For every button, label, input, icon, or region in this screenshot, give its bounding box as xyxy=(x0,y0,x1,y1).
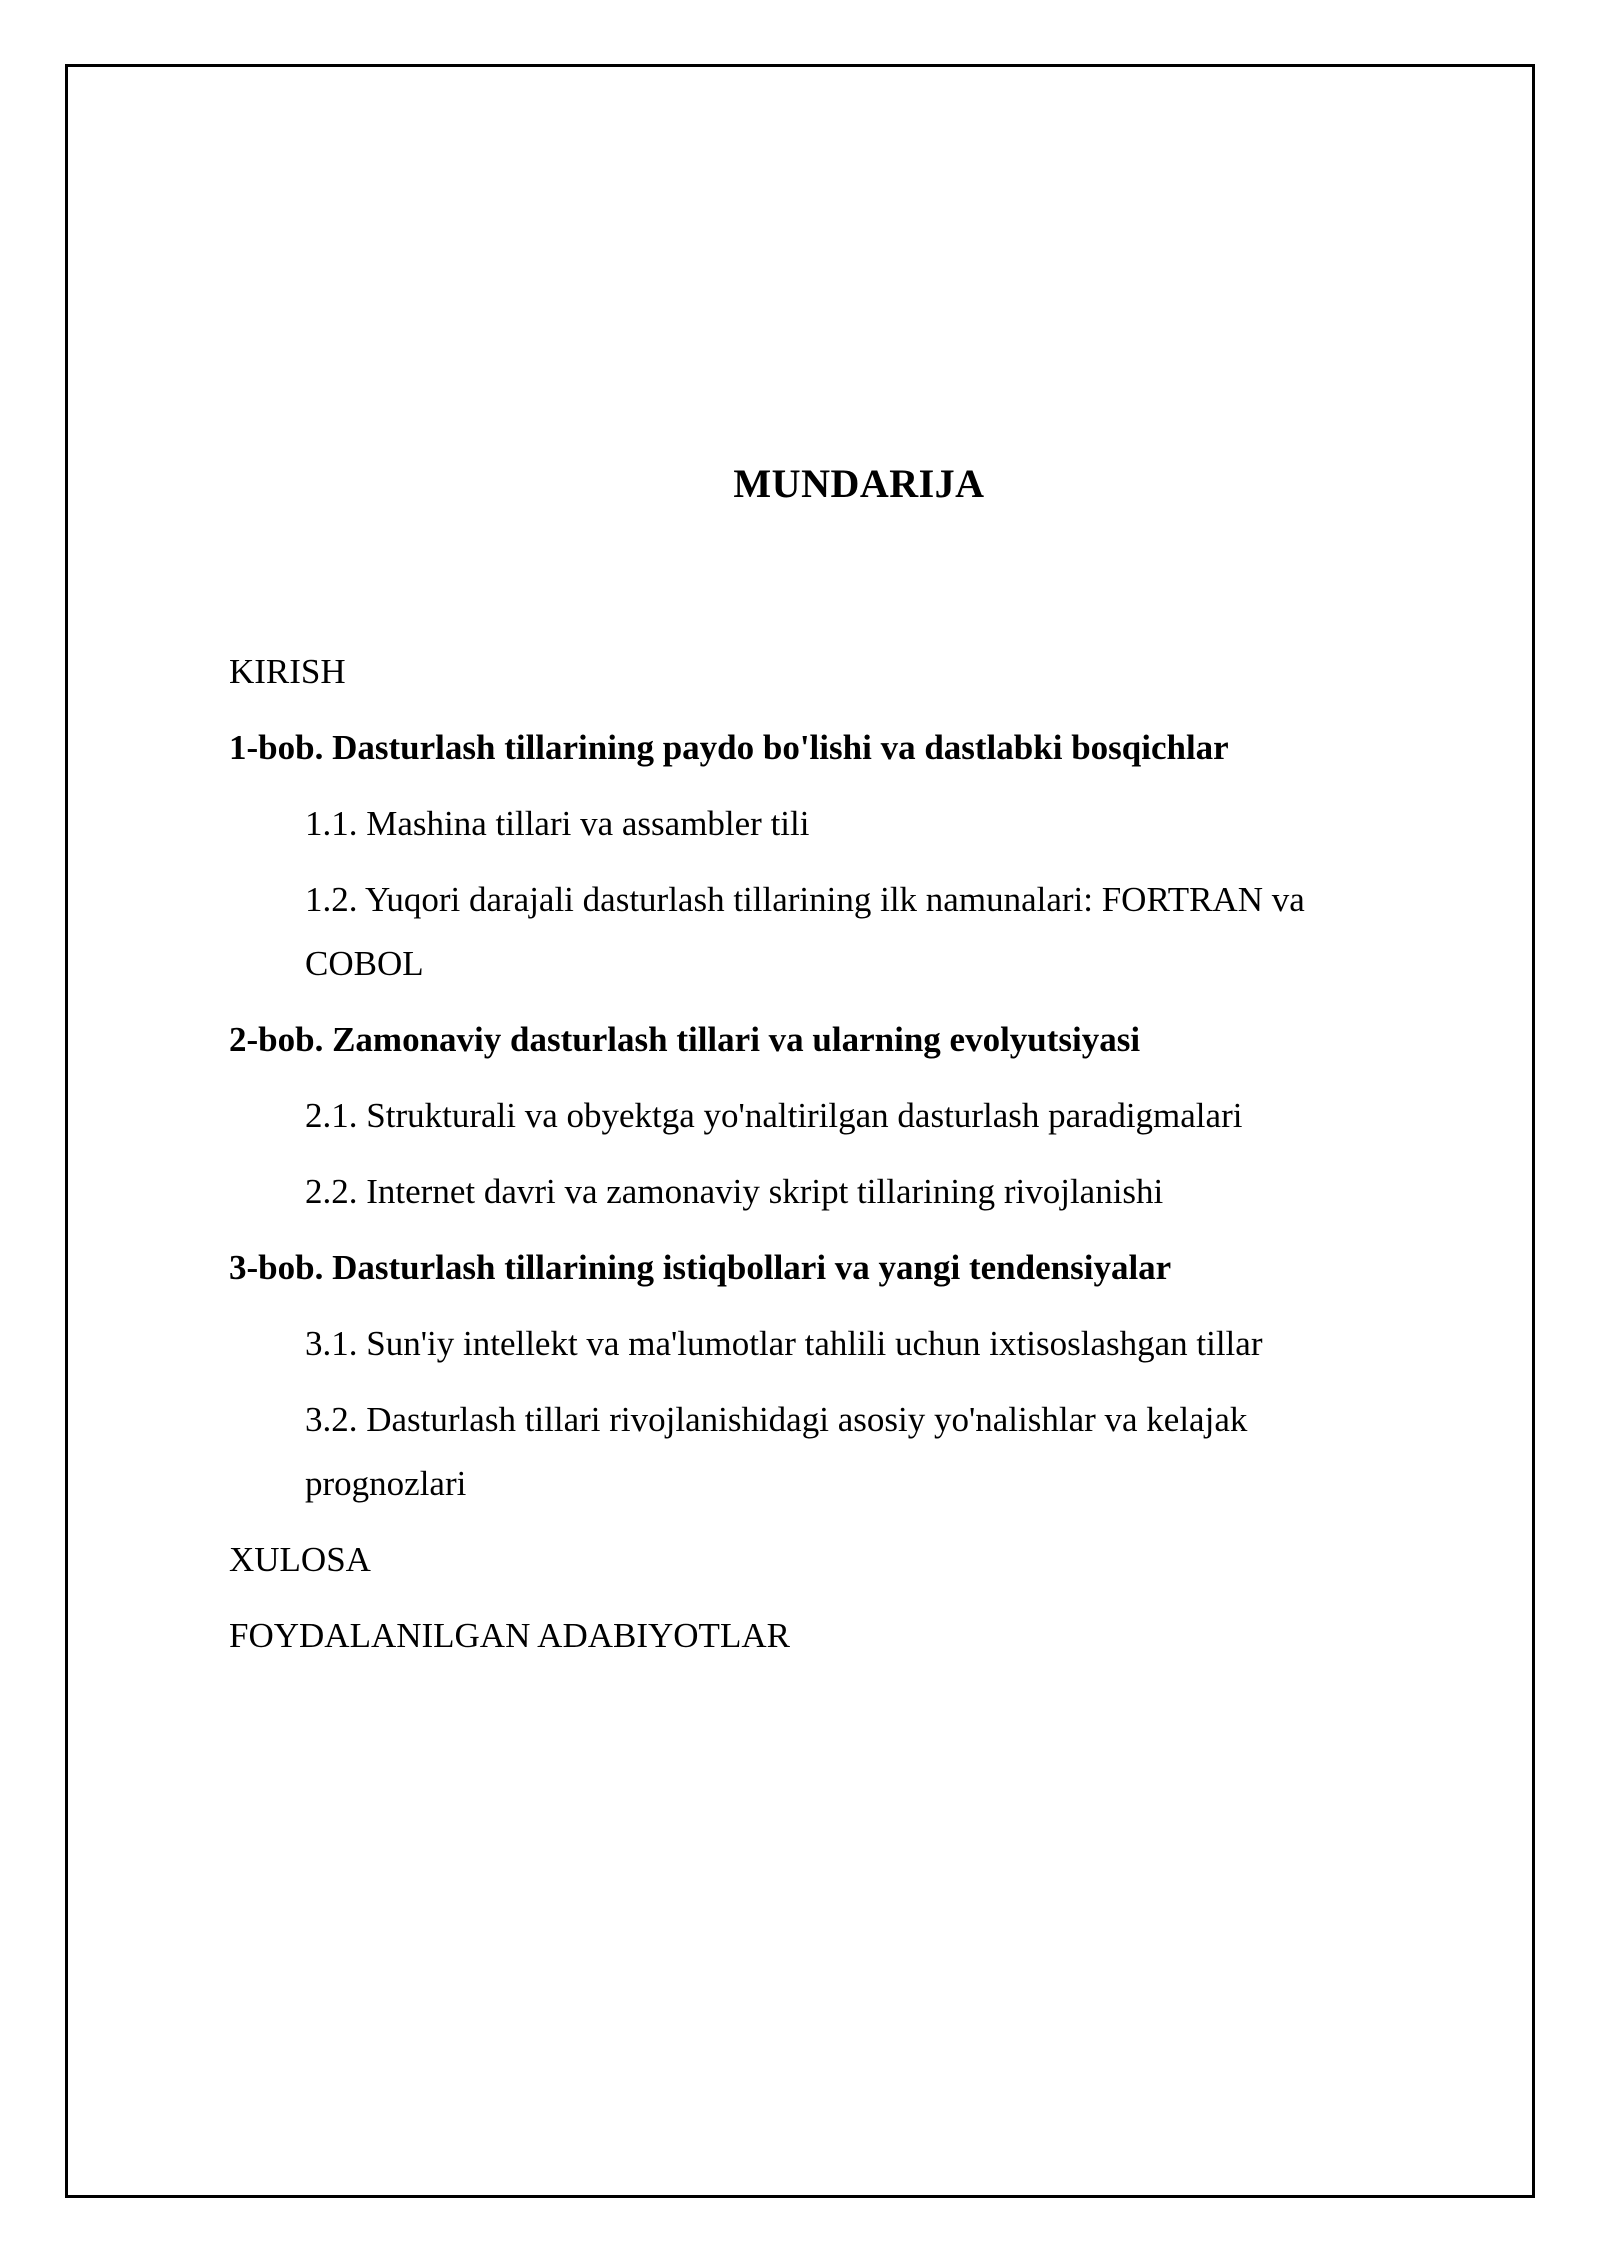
toc-chapter-2: 2-bob. Zamonaviy dasturlash tillari va ularning evolyutsiyasi xyxy=(229,1020,1141,1059)
toc-section-3-1: 3.1. Sun'iy intellekt va ma'lumotlar tahlili uchun ixtisoslashgan tillar xyxy=(305,1324,1263,1363)
toc-entry-introduction: KIRISH xyxy=(229,652,346,691)
toc-section-3-2: 3.2. Dasturlash tillari rivojlanishidagi asosiy yo'nalishlar va kelajak prognozlari xyxy=(305,1400,1248,1503)
toc-entry-references: FOYDALANILGAN ADABIYOTLAR xyxy=(229,1616,790,1655)
toc-chapter-1: 1-bob. Dasturlash tillarining paydo bo'lishi va dastlabki bosqichlar xyxy=(229,728,1229,767)
toc-chapter-3: 3-bob. Dasturlash tillarining istiqbollari va yangi tendensiyalar xyxy=(229,1248,1172,1287)
table-of-contents xyxy=(229,640,1409,1680)
toc-section-2-1: 2.1. Strukturali va obyektga yo'naltirilgan dasturlash paradigmalari xyxy=(305,1096,1243,1135)
toc-section-1-2: 1.2. Yuqori darajali dasturlash tillarining ilk namunalari: FORTRAN va COBOL xyxy=(305,880,1305,983)
toc-section-2-2: 2.2. Internet davri va zamonaviy skript tillarining rivojlanishi xyxy=(305,1172,1164,1211)
toc-entry-conclusion: XULOSA xyxy=(229,1540,371,1579)
toc-section-1-1: 1.1. Mashina tillari va assambler tili xyxy=(305,804,810,843)
page-title: MUNDARIJA xyxy=(733,461,985,506)
